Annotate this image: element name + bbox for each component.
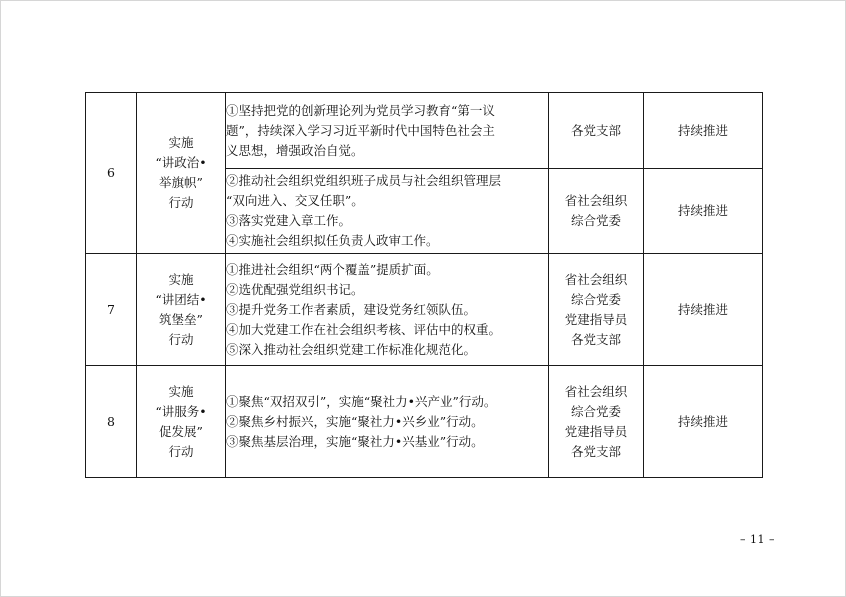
action-name-line: 举旗帜” (159, 175, 203, 190)
page-number: – 11 – (740, 533, 775, 546)
action-name-line: 实施 (168, 383, 194, 399)
responsible-unit-line: 综合党委 (570, 403, 621, 419)
table-row (86, 366, 763, 478)
task-item: ④实施社会组织拟任负责人政审工作。 (226, 233, 439, 248)
action-name-line: 实施 (168, 271, 194, 287)
action-name (137, 366, 226, 478)
task-list (226, 254, 549, 366)
responsible-unit-line: 各党支部 (570, 122, 621, 138)
action-name (137, 254, 226, 366)
action-name-line: “讲服务• (155, 403, 207, 419)
task-item: ①聚焦“双招双引”，实施“聚社力•兴产业”行动。 (226, 393, 497, 409)
action-name-line: 促发展” (159, 423, 203, 439)
action-name-line: 实施 (168, 135, 194, 150)
action-name (137, 93, 226, 254)
responsible-unit-line: 省社会组织 (564, 193, 628, 208)
task-list (226, 169, 549, 254)
action-name-line: 行动 (168, 195, 194, 210)
responsible-unit (549, 254, 644, 366)
progress-status: 持续推进 (644, 254, 763, 366)
responsible-unit-line: 省社会组织 (564, 271, 628, 287)
task-item: ②选优配强党组织书记。 (226, 281, 364, 297)
table-row (86, 93, 763, 169)
responsible-unit-line: 各党支部 (570, 331, 621, 347)
task-item: 题”，持续深入学习习近平新时代中国特色社会主 (226, 122, 495, 138)
task-item: 义思想，增强政治自觉。 (226, 142, 364, 158)
task-item: ②推动社会组织党组织班子成员与社会组织管理层 (226, 173, 502, 188)
responsible-unit (549, 93, 644, 169)
responsible-unit-line: 党建指导员 (564, 311, 628, 327)
task-item: ④加大党建工作在社会组织考核、评估中的权重。 (226, 321, 502, 337)
task-item: ①坚持把党的创新理论列为党员学习教育“第一议 (226, 102, 495, 118)
task-item: ③落实党建入章工作。 (226, 213, 352, 228)
action-name-line: 筑堡垒” (159, 311, 203, 327)
task-item: “双向进入、交叉任职”。 (226, 193, 364, 208)
progress-status: 持续推进 (644, 169, 763, 254)
action-name-line: “讲团结• (155, 291, 207, 307)
task-item: ②聚焦乡村振兴，实施“聚社力•兴乡业”行动。 (226, 413, 484, 429)
responsible-unit-line: 综合党委 (570, 213, 621, 228)
progress-status: 持续推进 (644, 366, 763, 478)
responsible-unit (549, 366, 644, 478)
action-name-line: “讲政治• (155, 155, 207, 170)
action-name-line: 行动 (168, 331, 194, 347)
task-list (226, 366, 549, 478)
responsible-unit-line: 省社会组织 (564, 383, 628, 399)
task-item: ③提升党务工作者素质，建设党务红领队伍。 (226, 301, 477, 317)
task-item: ⑤深入推动社会组织党建工作标准化规范化。 (226, 341, 477, 357)
responsible-unit (549, 169, 644, 254)
action-name-line: 行动 (168, 443, 194, 459)
table-row (86, 254, 763, 366)
responsible-unit-line: 各党支部 (570, 443, 621, 459)
task-item: ①推进社会组织“两个覆盖”提质扩面。 (226, 261, 439, 277)
responsible-unit-line: 综合党委 (570, 291, 621, 307)
row-number: 6 (86, 93, 137, 254)
row-number: 7 (86, 254, 137, 366)
progress-status: 持续推进 (644, 93, 763, 169)
row-number: 8 (86, 366, 137, 478)
responsible-unit-line: 党建指导员 (564, 423, 628, 439)
action-plan-table (85, 92, 763, 478)
task-item: ③聚焦基层治理，实施“聚社力•兴基业”行动。 (226, 433, 484, 449)
task-list (226, 93, 549, 169)
